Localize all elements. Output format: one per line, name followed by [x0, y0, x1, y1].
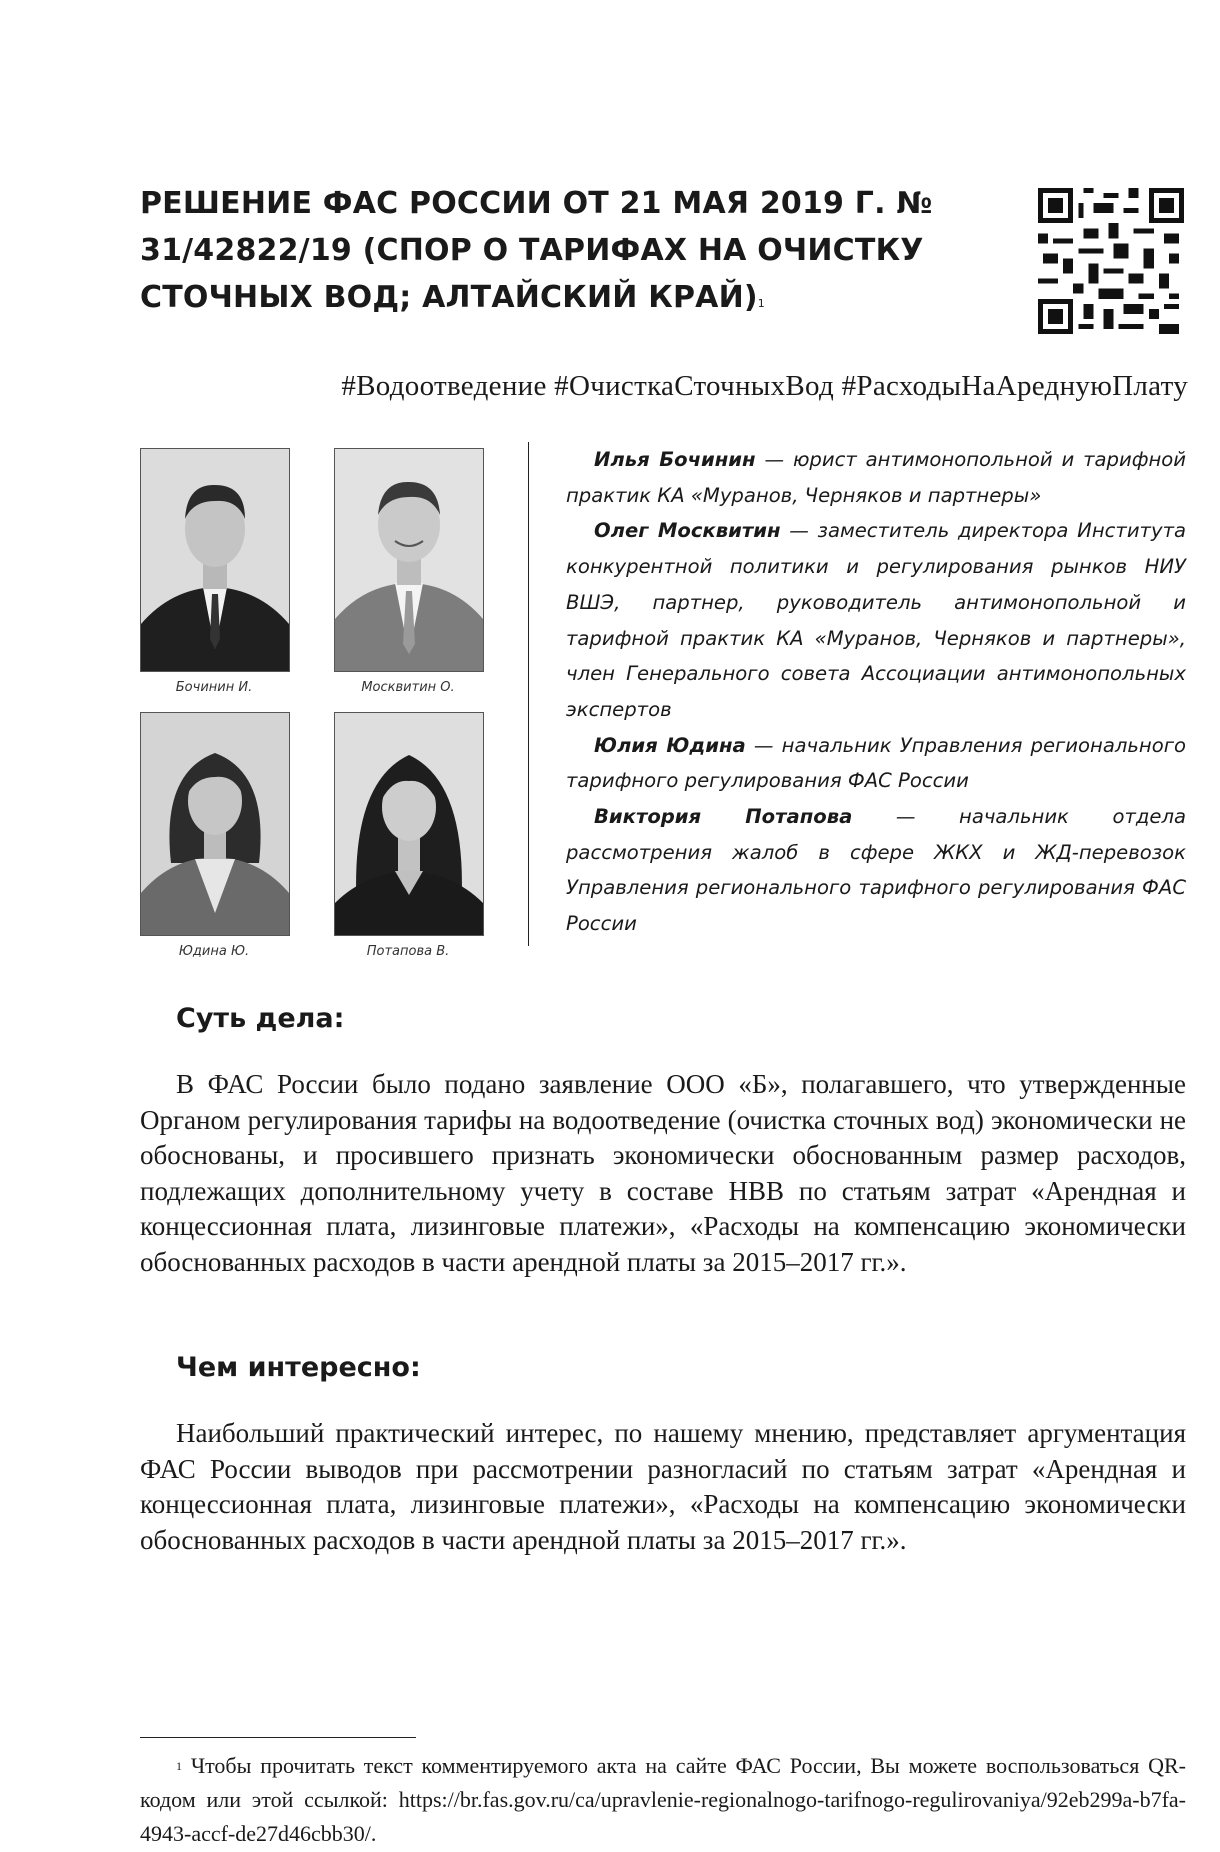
column-divider: [528, 442, 529, 946]
author-photo-yudina: [140, 712, 290, 936]
author-photo-potapova: [334, 712, 484, 936]
footnote-divider: [140, 1737, 416, 1738]
author-photo-bochinin: [140, 448, 290, 672]
hashtags: #Водоотведение #ОчисткаСточныхВод #РасходыНаАреднуюПлату: [341, 370, 1188, 402]
photo-caption: Бочинин И.: [175, 680, 253, 695]
photo-caption: Потапова В.: [366, 944, 450, 959]
author-name: Юлия Юдина: [594, 733, 746, 757]
author-name: Виктория Потапова: [594, 805, 853, 829]
section-text-case: В ФАС России было подано заявление ООО «Б», полагавшего, что утвержденные Органом регулирования тарифы на водоотведение (очистка сточных вод) экономически не обоснованы, и просившего признать экономически обоснованным размер расходов, подлежащих дополнительному учету в составе НВВ по статьям затрат «Арендная и концессионная плата, лизинговые платежи», «Расходы на компенсацию экономически обоснованных расходов в части арендной платы за 2015–2017 гг.».: [140, 1069, 1186, 1277]
footnote-reference[interactable]: 1: [757, 297, 765, 310]
bio-bochinin: Илья Бочинин — юрист антимонопольной и тарифной практик КА «Муранов, Черняков и партнеры»: [566, 448, 1186, 507]
photo-caption: Москвитин О.: [361, 680, 455, 695]
section-heading-interest: Чем интересно:: [176, 1352, 421, 1383]
photo-caption: Юдина Ю.: [178, 944, 250, 959]
bio-yudina: Юлия Юдина — начальник Управления регионального тарифного регулирования ФАС России: [566, 733, 1187, 793]
footnote-text[interactable]: Чтобы прочитать текст комментируемого акта на сайте ФАС России, Вы можете воспользоваться QR-кодом или этой ссылкой: https://br.fas.gov.ru/ca/upravlenie-regionalnogo-tarifnogo-regulirovaniya/92eb299a-b7fa-4943-accf-de27d46cbb30/.: [140, 1753, 1187, 1846]
footnote: [140, 1749, 1186, 1851]
footnote-mark: 1: [176, 1759, 182, 1773]
author-name: Илья Бочинин: [594, 448, 756, 471]
qr-code-icon[interactable]: [1038, 188, 1184, 334]
document-title: РЕШЕНИЕ ФАС РОССИИ ОТ 21 МАЯ 2019 Г. № 31/42822/19 (СПОР О ТАРИФАХ НА ОЧИСТКУ СТОЧНЫХ ВОД; АЛТАЙСКИЙ КРАЙ)$^1$: [140, 186, 933, 315]
author-name: Олег Москвитин: [594, 519, 781, 543]
author-photo-moskvitin: [334, 448, 484, 672]
section-heading-case: Суть дела:: [176, 1003, 345, 1034]
bio-potapova: Виктория Потапова — начальник отдела рассмотрения жалоб в сфере ЖКХ и ЖД-перевозок Управления регионального тарифного регулирования ФАС России: [566, 805, 1186, 936]
author-bios: [566, 442, 1186, 942]
section-text-interest: Наибольший практический интерес, по нашему мнению, представляет аргументация ФАС России выводов при рассмотрении разногласий по статьям затрат «Арендная и концессионная плата, лизинговые платежи», «Расходы на компенсацию экономически обоснованных расходов в части арендной платы за 2015–2017 гг.».: [140, 1418, 1186, 1555]
bio-moskvitin: Олег Москвитин — заместитель директора Института конкурентной политики и регулирования рынков НИУ ВШЭ, партнер, руководитель антимонопольной и тарифной практик КА «Муранов, Черняков и партнеры», член Генерального совета Ассоциации антимонопольных экспертов: [566, 519, 1186, 721]
